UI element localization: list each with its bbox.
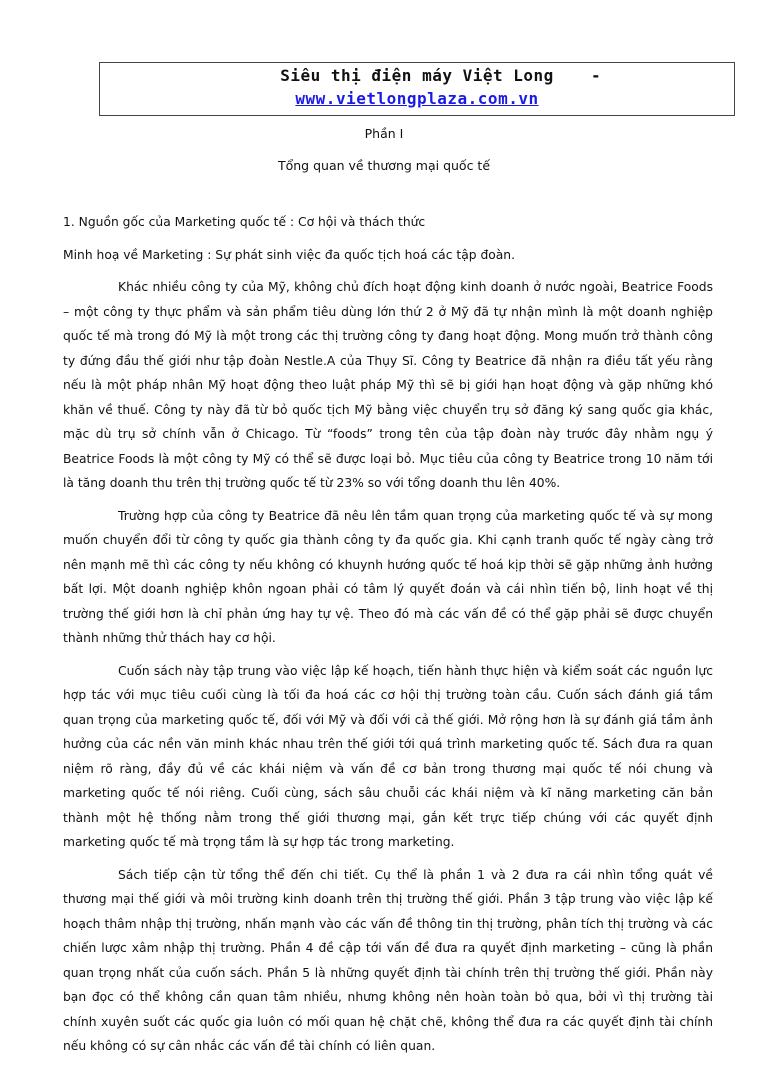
- part-label: Phần I: [364, 126, 404, 141]
- section-subheading: Minh hoạ về Marketing : Sự phát sinh việc đa quốc tịch hoá các tập đoàn.: [63, 247, 516, 262]
- paragraph: Khác nhiều công ty của Mỹ, không chủ đích hoạt động kinh doanh ở nước ngoài, Beatrice Foods – một công ty thực phẩm và sản phẩm tiêu dùng lớn thứ 2 ở Mỹ đã tự nhận mình là một doanh nghiệp quốc tế mà trong đó Mỹ là một trong các thị trường công ty đang hoạt động. Mong muốn trở thành công ty đứng đầu thế giới như tập đoàn Nestle.A của Thụy Sĩ. Công ty Beatrice đã nhận ra điều tất yếu rằng nếu là một pháp nhân Mỹ hoạt động theo luật pháp Mỹ thì sẽ bị giới hạn hoạt động và gặp những khó khăn về thuế. Công ty này đã từ bỏ quốc tịch Mỹ bằng việc chuyển trụ sở đăng ký sang quốc gia khác, mặc dù trụ sở chính vẫn ở Chicago. Từ “foods” trong tên của tập đoàn này trước đây nhằm ngụ ý Beatrice Foods là một công ty Mỹ có thể sẽ được loại bỏ. Mục tiêu của công ty Beatrice trong 10 năm tới là tăng doanh thu trên thị trường quốc tế từ 23% so với tổng doanh thu lên 40%.: [63, 280, 713, 490]
- paragraph: Sách tiếp cận từ tổng thể đến chi tiết. Cụ thể là phần 1 và 2 đưa ra cái nhìn tổng quát về thương mại thế giới và môi trường kinh doanh trên thị trường thế giới. Phần 3 tập trung vào việc lập kế hoạch thâm nhập thị trường, nhấn mạnh vào các vấn đề thông tin thị trường, phân tích thị trường và các chiến lược xâm nhập thị trường. Phần 4 đề cập tới vấn đề đưa ra quyết định marketing – cũng là phần quan trọng nhất của cuốn sách. Phần 5 là những quyết định tài chính trên thị trường thế giới. Phần này bạn đọc có thể không cần quan tâm nhiều, nhưng không nên hoàn toàn bỏ qua, bởi vì thị trường tài chính xuyên suốt các quốc gia luôn có mối quan hệ chặt chẽ, không thể đưa ra các quyết định tài chính nếu không có sự cân nhắc các vấn đề tài chính có liên quan.: [63, 867, 713, 1053]
- store-title: Siêu thị điện máy Việt Long: [280, 66, 554, 85]
- title-dash: -: [591, 66, 601, 85]
- paragraph: Trường hợp của công ty Beatrice đã nêu lên tầm quan trọng của marketing quốc tế và sự mong muốn chuyển đổi từ công ty quốc gia thành công ty đa quốc gia. Khi cạnh tranh quốc tế ngày càng trở nên mạnh mẽ thì các công ty nếu không có khuynh hướng quốc tế hoá kịp thời sẽ gặp những ảnh hưởng bất lợi. Một doanh nghiệp khôn ngoan phải có tâm lý quyết đoán và cái nhìn tiến bộ, linh hoạt về thị trường thế giới hơn là chỉ phản ứng hay tự vệ. Theo đó mà các vấn đề có thể gặp phải sẽ được chuyển thành những thử thách hay cơ hội.: [63, 508, 713, 645]
- part-title: Tổng quan về thương mại quốc tế: [277, 158, 491, 173]
- section-heading: 1. Nguồn gốc của Marketing quốc tế : Cơ hội và thách thức: [63, 215, 426, 229]
- website-link[interactable]: www.vietlongplaza.com.vn: [295, 89, 539, 108]
- document-body: [63, 210, 713, 1059]
- paragraph: Cuốn sách này tập trung vào việc lập kế hoạch, tiến hành thực hiện và kiểm soát các nguồn lực hợp tác với mục tiêu cuối cùng là tối đa hoá các cơ hội thị trường toàn cầu. Cuốn sách đánh giá tầm quan trọng của marketing quốc tế, đối với Mỹ và đối với cả thế giới. Mở rộng hơn là sự đánh giá tầm ảnh hưởng của các nền văn minh khác nhau trên thế giới tới quá trình marketing quốc tế. Sách đưa ra quan niệm rõ ràng, đầy đủ về các khái niệm và vấn đề cơ bản trong thương mại quốc tế nói chung và marketing quốc tế nói riêng. Cuối cùng, sách sâu chuỗi các khái niệm và kĩ năng marketing căn bản thành một hệ thống nằm trong thế giới thương mại, gắn kết trực tiếp chúng với các quyết định marketing quốc tế mà trọng tầm là sự hợp tác trong marketing.: [63, 663, 713, 849]
